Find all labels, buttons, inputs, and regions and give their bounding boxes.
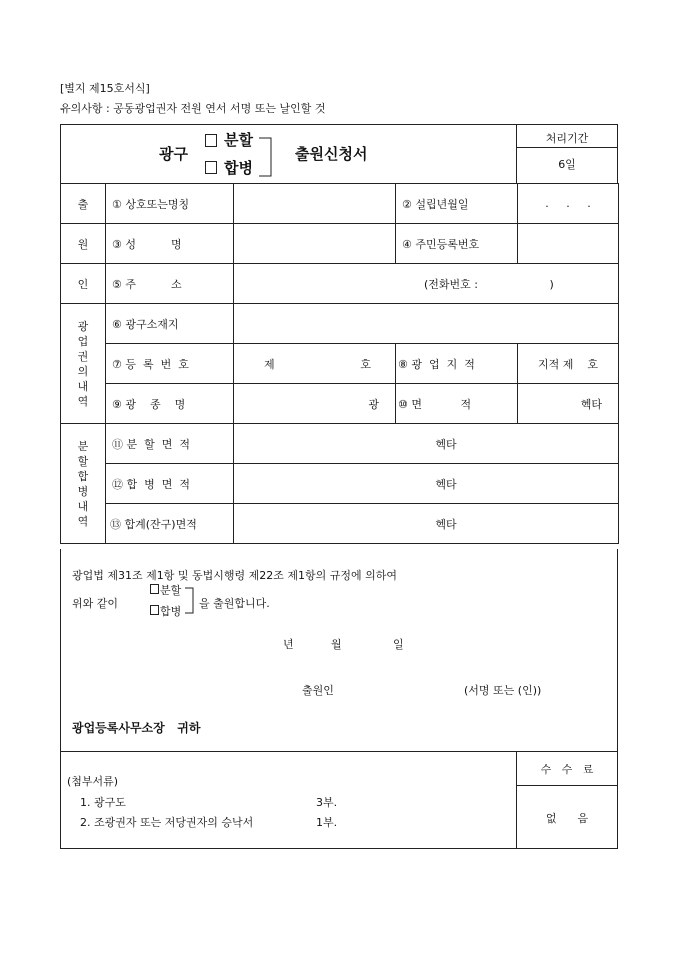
form-number: [별지 제15호서식] — [60, 82, 150, 95]
area-label: ⑩ 면 적 — [396, 384, 518, 424]
title-box — [60, 124, 618, 184]
reg-ho: 호 — [360, 357, 371, 371]
title-suffix: 출원신청서 — [295, 145, 368, 163]
reg-label: ⑦ 등 록 번 호 — [106, 344, 234, 384]
phone-close: ) — [549, 277, 554, 291]
date-month: 월 — [331, 638, 342, 651]
declaration-prefix: 위와 같이 — [72, 597, 119, 610]
location-label: ⑥ 광구소재지 — [106, 304, 234, 344]
name-field[interactable] — [234, 184, 396, 224]
split-area-unit: 헥타 — [435, 437, 457, 451]
date-day: 일 — [393, 638, 404, 651]
split-area-label: ⑪ 분 할 면 적 — [106, 424, 234, 464]
total-area-unit: 헥타 — [435, 517, 457, 531]
merge-checkbox[interactable] — [205, 161, 217, 174]
merge-area-label: ⑫ 합 병 면 적 — [106, 464, 234, 504]
declaration-text: 광업법 제31조 제1항 및 동법시행령 제22조 제1항의 규정에 의하여 — [72, 569, 397, 582]
decl-option-split: 분할 — [160, 584, 182, 597]
fee-value: 없 음 — [545, 812, 589, 825]
merge-area-unit: 헥타 — [435, 477, 457, 491]
address-field[interactable] — [234, 264, 619, 304]
name-label: ① 상호또는명칭 — [106, 184, 234, 224]
established-field[interactable]: . . . — [518, 184, 619, 224]
reg-field[interactable] — [234, 344, 396, 384]
area-map-field[interactable]: 지적 제 호 — [518, 344, 619, 384]
attachments-box — [60, 751, 618, 849]
person-field[interactable] — [234, 224, 396, 264]
attachment-count: 3부. — [316, 796, 338, 809]
applicant-sign-label: 출원인 — [302, 684, 334, 697]
address-label: ⑤ 주 소 — [106, 264, 234, 304]
total-area-field[interactable] — [234, 504, 619, 544]
area-unit: 헥타 — [580, 397, 602, 411]
resident-field[interactable] — [518, 224, 619, 264]
title-option-split: 분할 — [224, 131, 253, 149]
applicant-section-char: 출 — [61, 184, 106, 224]
applicant-section-char: 원 — [61, 224, 106, 264]
attachment-item: 2. 조광권자 또는 저당권자의 승낙서 — [80, 816, 254, 829]
person-label: ③ 성 명 — [106, 224, 234, 264]
bracket-icon — [259, 137, 273, 177]
split-area-field[interactable] — [234, 424, 619, 464]
total-area-label: ⑬ 합계(잔구)면적 — [106, 504, 234, 544]
decl-bracket-icon — [185, 587, 195, 614]
phone-label: (전화번호 : — [424, 277, 478, 291]
application-table — [60, 183, 619, 544]
title-prefix: 광구 — [159, 145, 188, 163]
area-map-label: ⑧ 광 업 지 적 — [396, 344, 518, 384]
date-year: 년 — [283, 638, 294, 651]
notice: 유의사항 : 공동광업권자 전원 연서 서명 또는 날인할 것 — [60, 102, 326, 115]
mining-section-label: 광업권의내역 — [61, 304, 106, 424]
declaration-suffix: 을 출원합니다. — [199, 597, 270, 610]
decl-split-checkbox[interactable] — [150, 584, 159, 594]
resident-label: ④ 주민등록번호 — [396, 224, 518, 264]
decl-option-merge: 합병 — [160, 605, 182, 618]
recipient: 광업등록사무소장 귀하 — [72, 721, 201, 735]
sign-or-seal: (서명 또는 (인)) — [464, 684, 542, 697]
processing-period-label: 처리기간 — [545, 132, 589, 145]
reg-je: 제 — [264, 357, 275, 371]
split-checkbox[interactable] — [205, 134, 217, 147]
declaration-box — [60, 549, 618, 752]
title-option-merge: 합병 — [224, 159, 253, 177]
attachment-item: 1. 광구도 — [80, 796, 126, 809]
mineral-unit: 광 — [368, 397, 379, 411]
attachment-count: 1부. — [316, 816, 338, 829]
fee-label: 수 수 료 — [540, 763, 594, 776]
mineral-field[interactable] — [234, 384, 396, 424]
decl-merge-checkbox[interactable] — [150, 605, 159, 615]
area-field[interactable] — [518, 384, 619, 424]
attachments-title: (첨부서류) — [67, 775, 119, 788]
mineral-label: ⑨ 광 종 명 — [106, 384, 234, 424]
location-field[interactable] — [234, 304, 619, 344]
merge-area-field[interactable] — [234, 464, 619, 504]
processing-period-value: 6일 — [558, 158, 576, 171]
split-section-label: 분할합병내역 — [61, 424, 106, 544]
established-label: ② 설립년월일 — [396, 184, 518, 224]
applicant-section-char: 인 — [61, 264, 106, 304]
